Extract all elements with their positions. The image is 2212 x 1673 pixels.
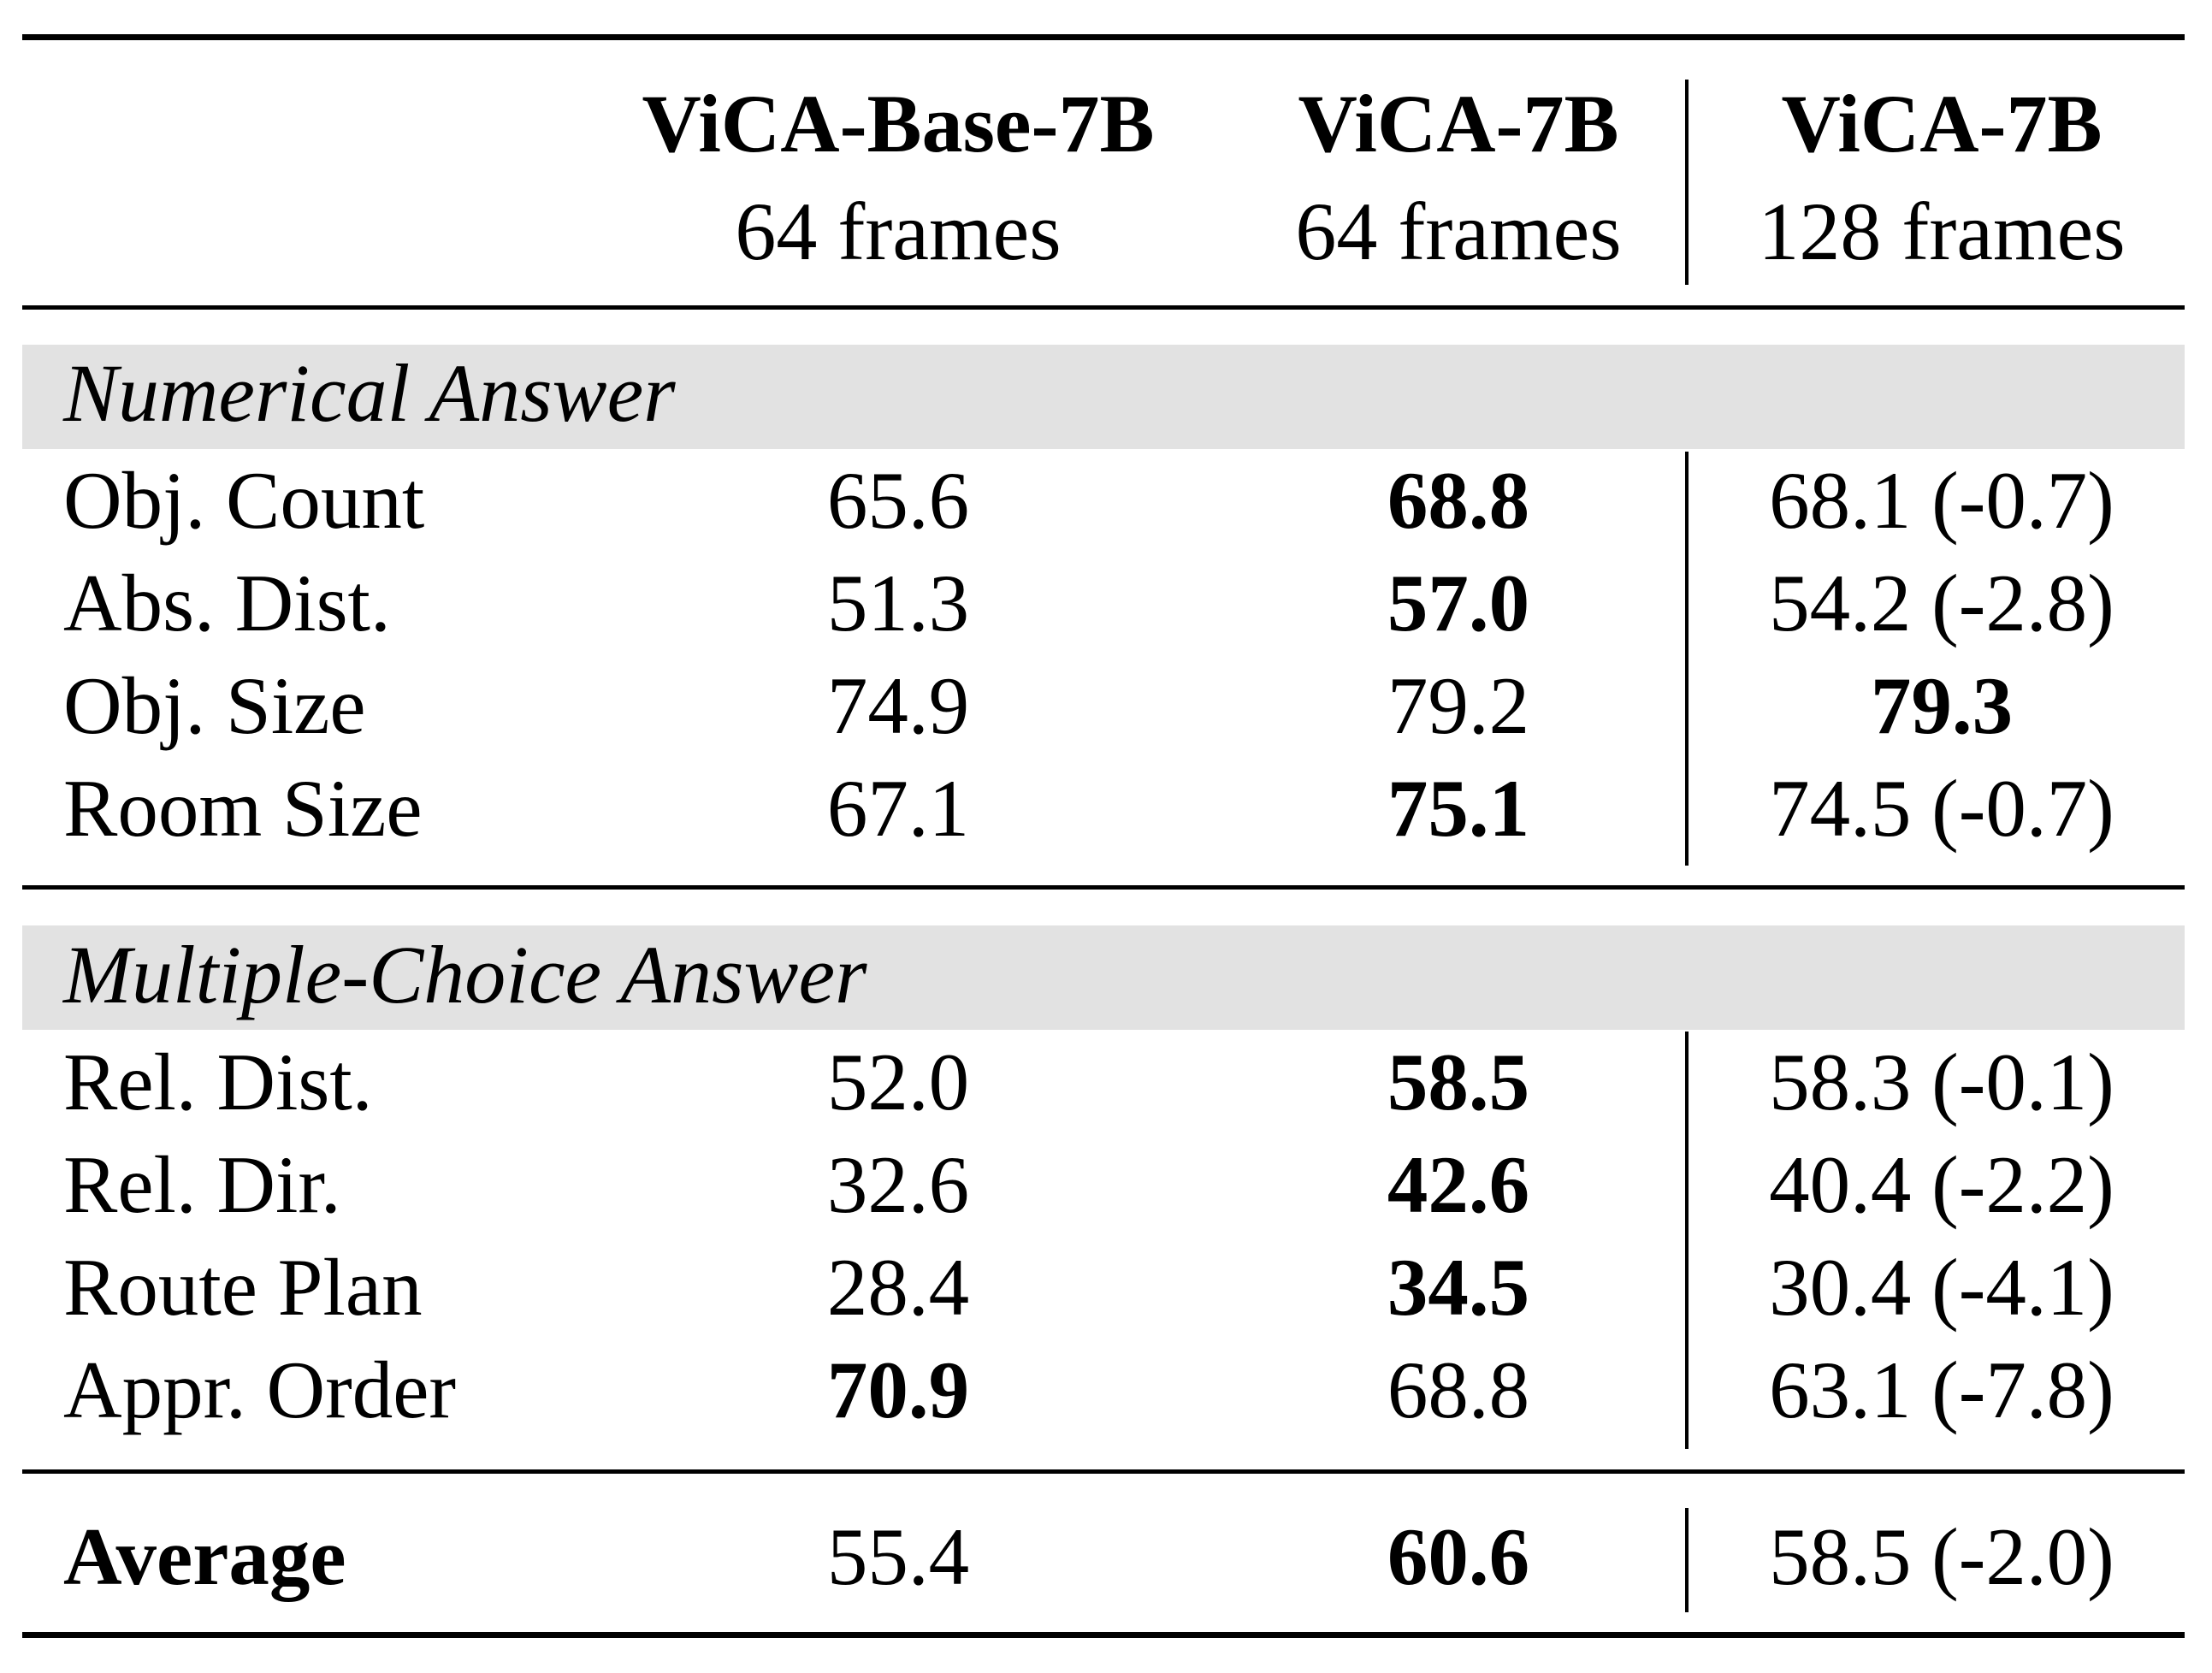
table-cell: 75.1 bbox=[1387, 763, 1530, 854]
table-cell: 68.8 bbox=[1387, 1345, 1530, 1435]
table-cell: 57.0 bbox=[1387, 558, 1530, 648]
table-cell: 60.6 bbox=[1387, 1511, 1530, 1602]
table-cell: 58.3 (-0.1) bbox=[1769, 1037, 2114, 1127]
row-label: Rel. Dir. bbox=[63, 1139, 341, 1230]
table-cell: 74.9 bbox=[826, 660, 970, 751]
table-cell: 74.5 (-0.7) bbox=[1769, 763, 2114, 854]
row-label: Route Plan bbox=[63, 1242, 423, 1333]
row-label: Rel. Dist. bbox=[63, 1037, 373, 1127]
table-cell: 32.6 bbox=[826, 1139, 970, 1230]
table-cell: 40.4 (-2.2) bbox=[1769, 1139, 2114, 1230]
row-label: Obj. Count bbox=[63, 455, 425, 546]
table-cell: 28.4 bbox=[826, 1242, 970, 1333]
section-divider-rule bbox=[22, 885, 2185, 890]
section-title-multiple-choice: Multiple-Choice Answer bbox=[63, 929, 867, 1020]
column-separator-numerical bbox=[1685, 452, 1689, 866]
table-cell: 42.6 bbox=[1387, 1139, 1530, 1230]
table-cell: 79.2 bbox=[1387, 660, 1530, 751]
table-cell: 70.9 bbox=[826, 1345, 970, 1435]
header-bottom-rule bbox=[22, 305, 2185, 310]
average-label: Average bbox=[63, 1511, 346, 1602]
table-top-rule bbox=[22, 34, 2185, 40]
table-cell: 68.1 (-0.7) bbox=[1769, 455, 2114, 546]
column-header-frames: 128 frames bbox=[1758, 186, 2126, 277]
table-cell: 63.1 (-7.8) bbox=[1769, 1345, 2114, 1435]
column-separator-header bbox=[1685, 80, 1689, 285]
column-header-model: ViCA-Base-7B bbox=[642, 78, 1155, 169]
table-cell: 79.3 bbox=[1870, 660, 2014, 751]
table-cell: 58.5 bbox=[1387, 1037, 1530, 1127]
column-separator-multiple-choice bbox=[1685, 1032, 1689, 1449]
table-cell: 67.1 bbox=[826, 763, 970, 854]
table-cell: 58.5 (-2.0) bbox=[1769, 1511, 2114, 1602]
table-cell: 51.3 bbox=[826, 558, 970, 648]
table-cell: 52.0 bbox=[826, 1037, 970, 1127]
table-cell: 65.6 bbox=[826, 455, 970, 546]
table-cell: 55.4 bbox=[826, 1511, 970, 1602]
table-bottom-rule bbox=[22, 1632, 2185, 1638]
table-cell: 30.4 (-4.1) bbox=[1769, 1242, 2114, 1333]
row-label: Abs. Dist. bbox=[63, 558, 391, 648]
column-header-frames: 64 frames bbox=[735, 186, 1062, 277]
column-separator-average bbox=[1685, 1508, 1689, 1612]
column-header-model: ViCA-7B bbox=[1298, 78, 1619, 169]
row-label: Obj. Size bbox=[63, 660, 366, 751]
table-cell: 68.8 bbox=[1387, 455, 1530, 546]
column-header-model: ViCA-7B bbox=[1781, 78, 2103, 169]
section-title-numerical: Numerical Answer bbox=[63, 347, 676, 439]
row-label: Room Size bbox=[63, 763, 423, 854]
average-divider-rule bbox=[22, 1469, 2185, 1474]
table-cell: 54.2 (-2.8) bbox=[1769, 558, 2114, 648]
table-cell: 34.5 bbox=[1387, 1242, 1530, 1333]
column-header-frames: 64 frames bbox=[1295, 186, 1622, 277]
row-label: Appr. Order bbox=[63, 1345, 457, 1435]
